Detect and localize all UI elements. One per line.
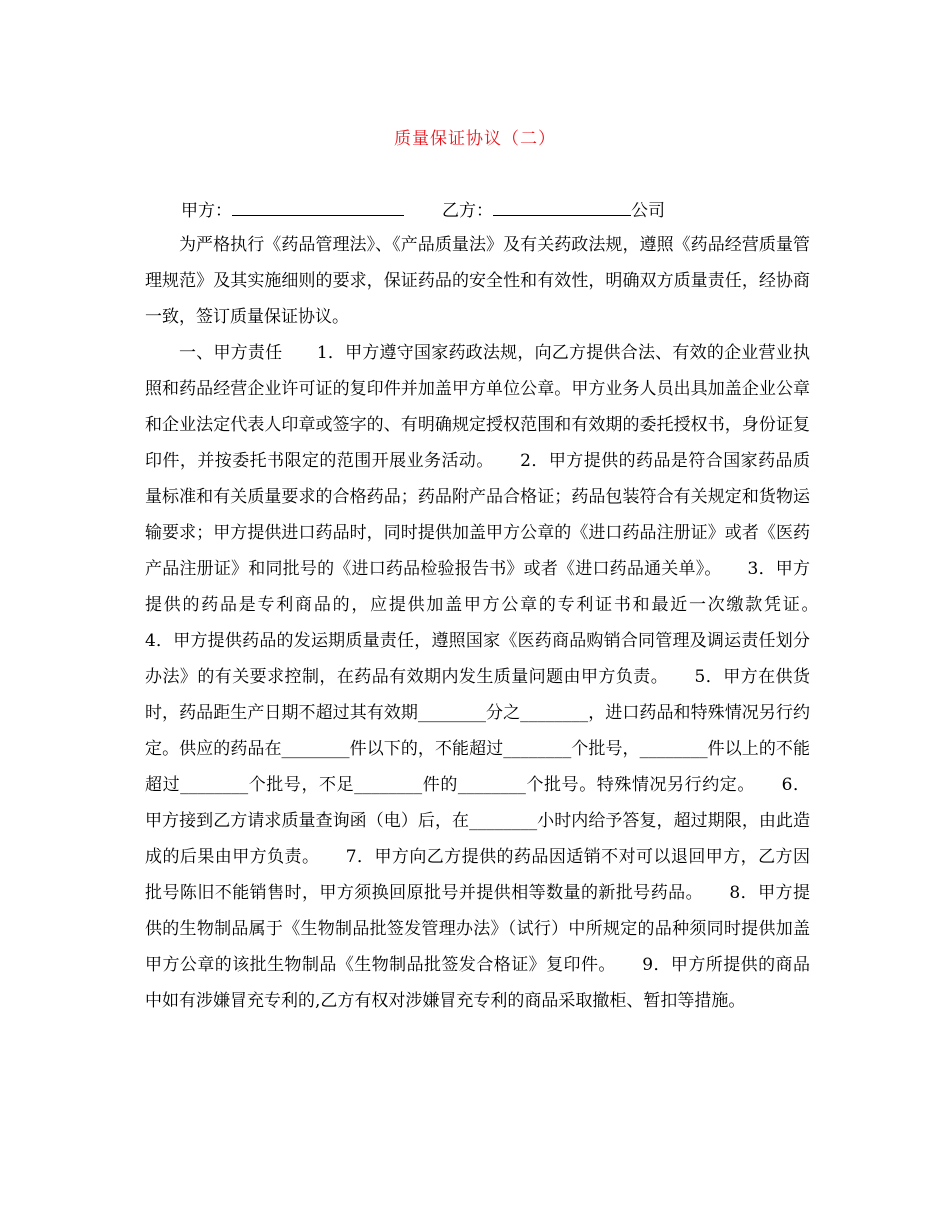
party-b-label: 乙方：	[442, 201, 493, 221]
party-line	[181, 196, 665, 221]
intro-paragraph: 为严格执行《药品管理法》、《产品质量法》及有关药政法规，遵照《药品经营质量管理规范》及其实施细则的要求，保证药品的安全性和有效性，明确双方质量责任，经协商一致，签订质量保证协议。	[145, 235, 810, 327]
party-b-suffix: 公司	[631, 201, 665, 221]
party-a-label: 甲方：	[181, 201, 232, 221]
party-a-responsibilities-paragraph: 一、甲方责任 1．甲方遵守国家药政法规，向乙方提供合法、有效的企业营业执照和药品经营企业许可证的复印件并加盖甲方单位公章。甲方业务人员出具加盖企业公章和企业法定代表人印章或签字的、有明确规定授权范围和有效期的委托授权书，身份证复印件，并按委托书限定的范围开展业务活动。 2．甲方提供的药品是符合国家药品质量标准和有关质量要求的合格药品；药品附产品合格证；药品包装符合有关规定和货物运输要求；甲方提供进口药品时，同时提供加盖甲方公章的《进口药品注册证》或者《医药产品注册证》和同批号的《进口药品检验报告书》或者《进口药品通关单》。 3．甲方提供的药品是专利商品的，应提供加盖甲方公章的专利证书和最近一次缴款凭证。 4．甲方提供药品的发运期质量责任，遵照国家《医药商品购销合同管理及调运责任划分办法》的有关要求控制，在药品有效期内发生质量问题由甲方负责。 5．甲方在供货时，药品距生产日期不超过其有效期________分之________，进口药品和特殊情况另行约定。供应的药品在________件以下的，不能超过________个批号，________件以上的不能超过________个批号，不足________件的________个批号。特殊情况另行约定。 6．甲方接到乙方请求质量查询函（电）后，在________小时内给予答复，超过期限，由此造成的后果由甲方负责。 7．甲方向乙方提供的药品因适销不对可以退回甲方，乙方因批号陈旧不能销售时，甲方须换回原批号并提供相等数量的新批号药品。 8．甲方提供的生物制品属于《生物制品批签发管理办法》（试行）中所规定的品种须同时提供加盖甲方公章的该批生物制品《生物制品批签发合格证》复印件。 9．甲方所提供的商品中如有涉嫌冒充专利的,乙方有权对涉嫌冒充专利的商品采取撤柜、暂扣等措施。	[145, 343, 844, 1011]
document-title: 质量保证协议（二）	[394, 129, 556, 149]
party-a-blank	[232, 199, 404, 216]
party-b-blank	[493, 199, 631, 216]
agreement-body	[145, 227, 844, 1019]
